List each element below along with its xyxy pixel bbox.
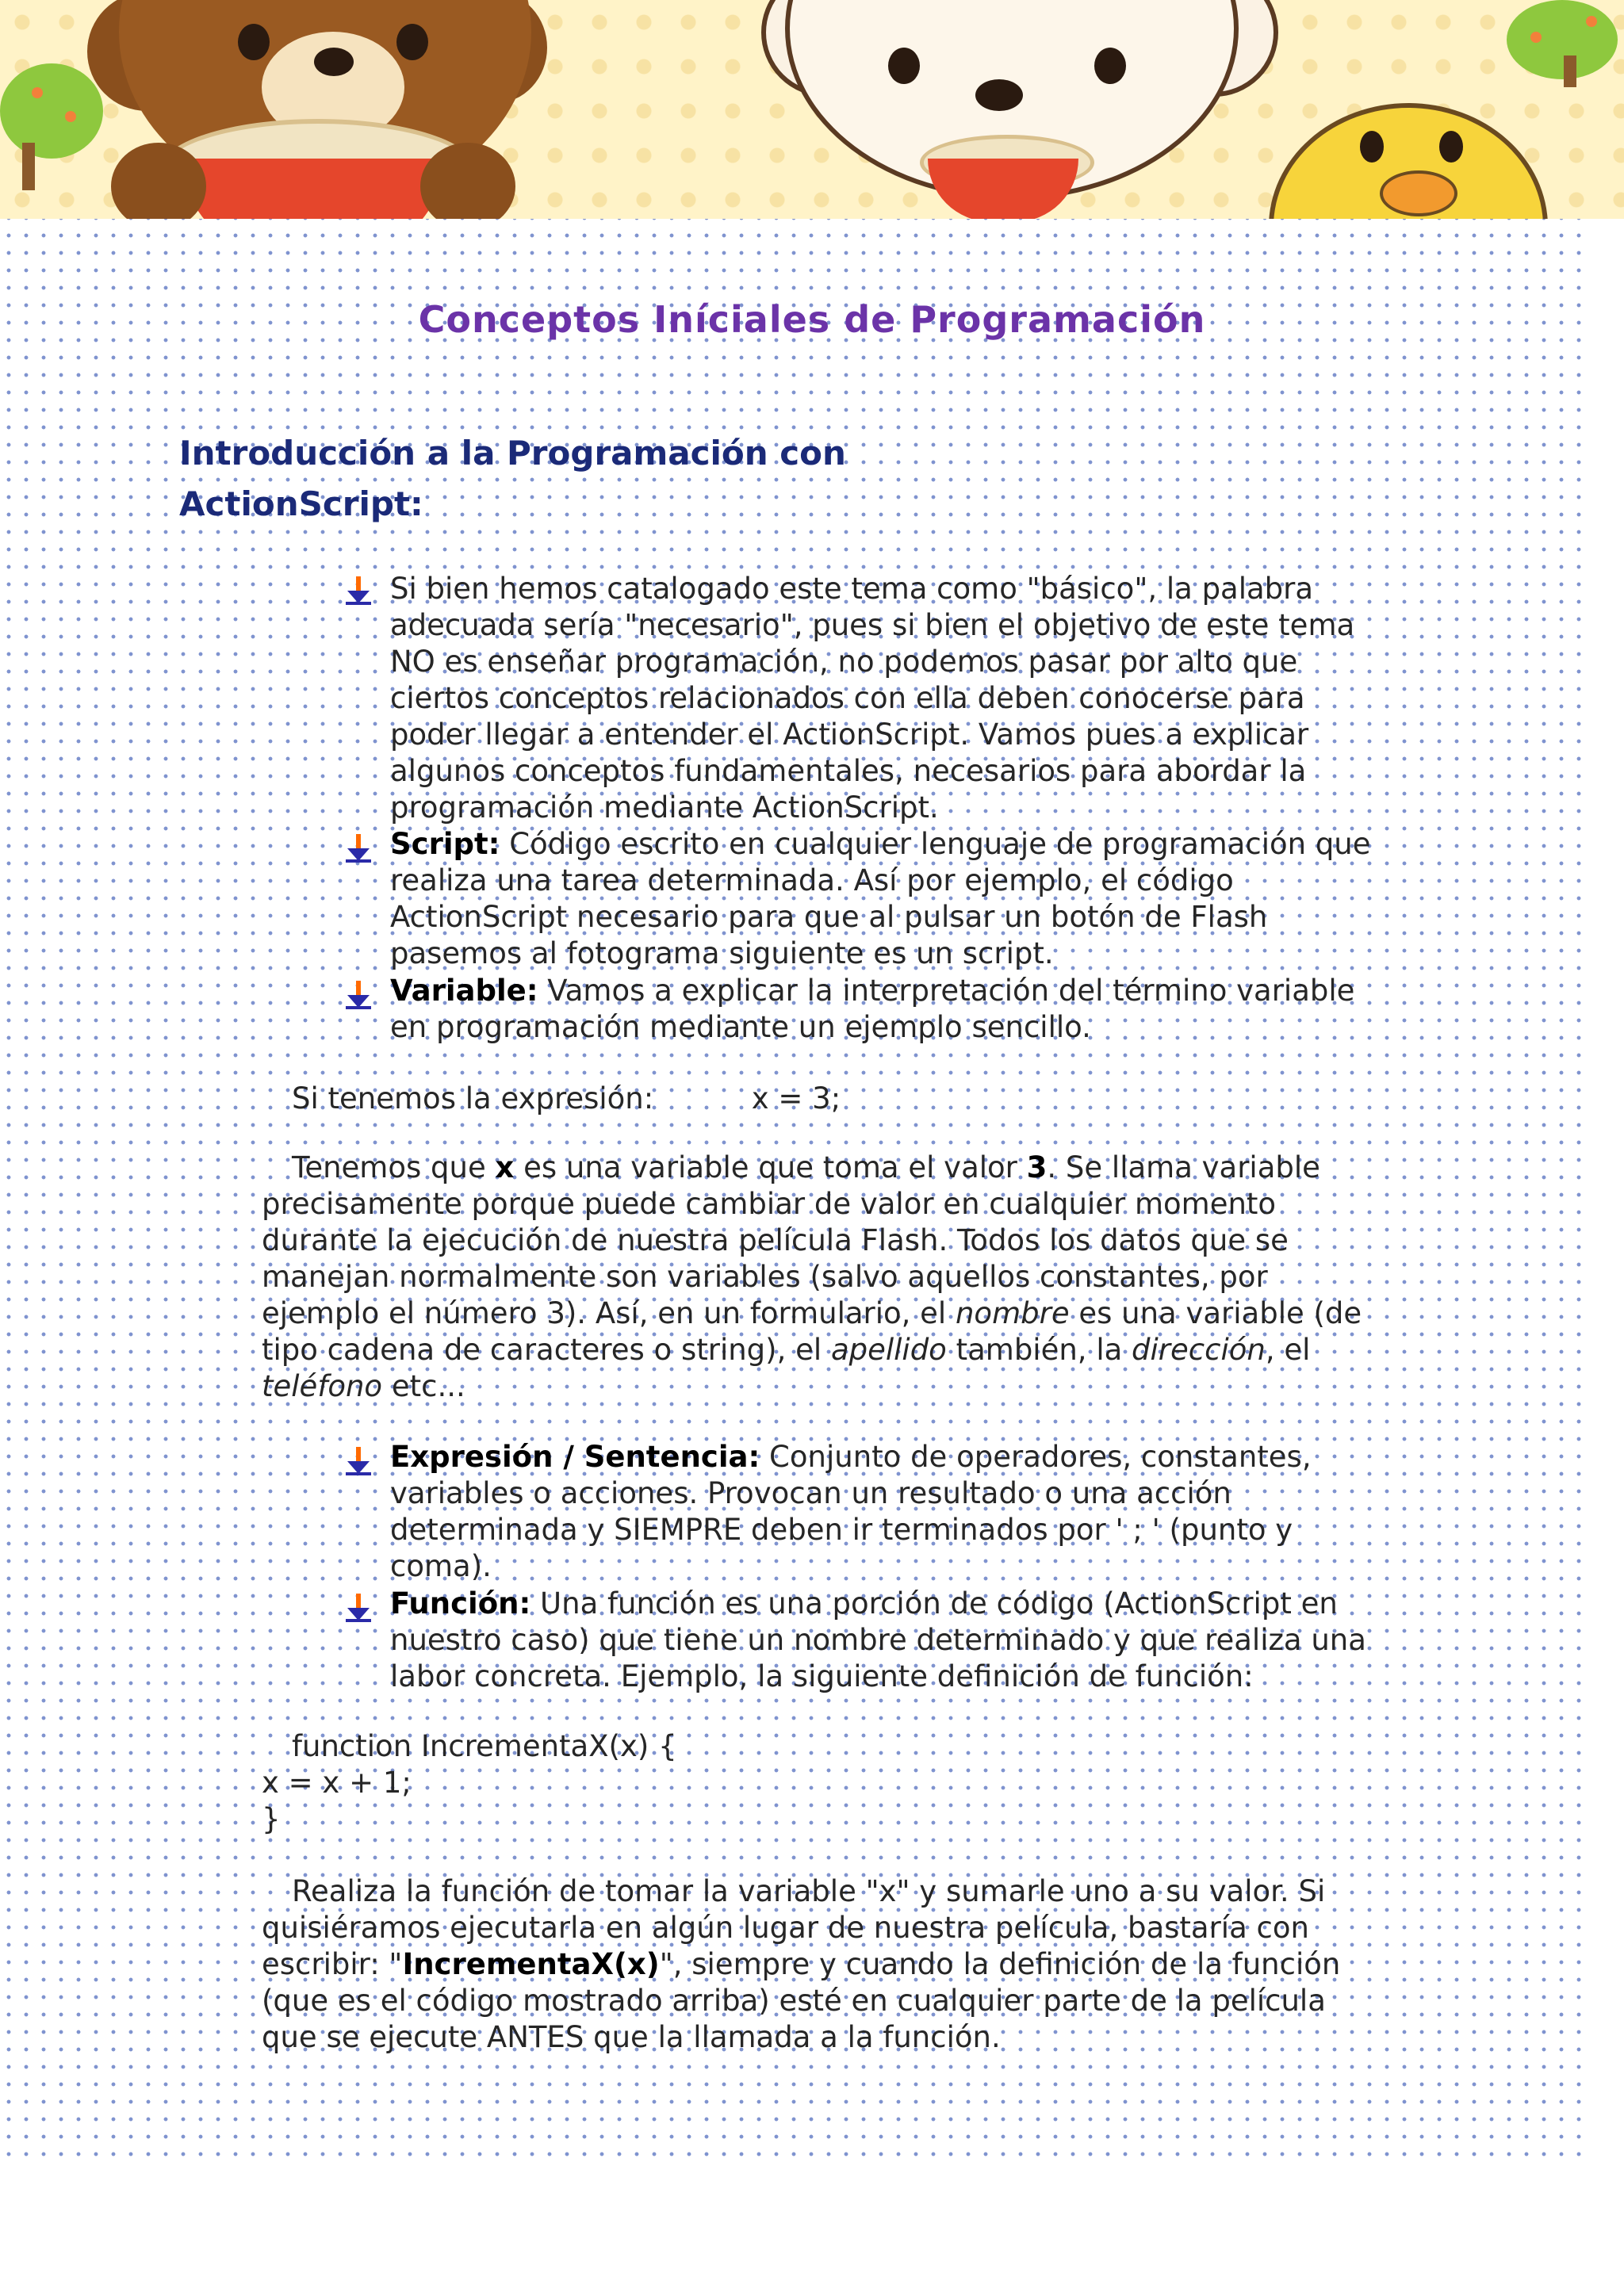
term-script: Script:: [390, 827, 500, 861]
chick-eye-icon: [1360, 131, 1384, 163]
text-span: Tenemos que: [292, 1150, 496, 1184]
expression-code: x = 3;: [751, 1081, 841, 1115]
code-line: x = x + 1;: [262, 1766, 412, 1800]
tree-left-trunk: [22, 143, 35, 190]
text-line: NO es enseñar programación, no podemos pasar por alto que: [390, 645, 1298, 679]
header-banner-illustration: [0, 0, 1624, 219]
tree-right-trunk: [1564, 55, 1576, 87]
text-span: también, la: [946, 1333, 1132, 1367]
bullet-intro: [390, 571, 1421, 826]
text-span: ", siempre y cuando la definición de la función: [659, 1947, 1341, 1981]
final-paragraph: [262, 1873, 1388, 2056]
term-variable: Variable:: [390, 974, 538, 1008]
text-line: en programación mediante un ejemplo sencillo.: [390, 1010, 1091, 1044]
arrow-down-bullet-icon: [343, 1445, 374, 1477]
definition-text: Conjunto de operadores, constantes,: [760, 1440, 1312, 1474]
section-heading: [179, 428, 893, 530]
italic-telefono: teléfono: [262, 1369, 383, 1403]
text-line: [262, 1946, 1388, 1983]
white-bear-nose-icon: [975, 79, 1023, 111]
text-line: [390, 973, 1437, 1009]
text-span: es una variable que toma el valor: [514, 1150, 1027, 1184]
italic-direccion: dirección: [1132, 1333, 1266, 1367]
red-bowl-icon: [182, 159, 444, 219]
fruit-icon: [1530, 32, 1542, 43]
section-heading-line: ActionScript:: [179, 484, 423, 523]
text-line: [390, 826, 1437, 863]
definition-text: Vamos a explicar la interpretación del término variable: [538, 974, 1355, 1008]
text-line: variables o acciones. Provocan un resultado o una acción: [390, 1476, 1231, 1510]
term-expresion: Expresión / Sentencia:: [390, 1440, 760, 1474]
arrow-down-bullet-icon: [343, 1592, 374, 1624]
text-line: coma).: [390, 1549, 492, 1583]
bold-x: x: [495, 1150, 515, 1184]
text-line: [390, 1586, 1437, 1622]
text-span: tipo cadena de caracteres o string), el: [262, 1333, 831, 1367]
bold-3: 3: [1026, 1150, 1048, 1184]
arrow-down-bullet-icon: [343, 979, 374, 1011]
arrow-down-bullet-icon: [343, 832, 374, 864]
text-line: ActionScript necesario para que al pulsar un botón de Flash: [390, 900, 1268, 934]
page-title: Conceptos Iníciales de Programación: [418, 298, 1206, 341]
text-line: [262, 1295, 1388, 1332]
code-example: [262, 1728, 975, 1838]
definition-text: Código escrito en cualquier lenguaje de programación que: [500, 827, 1371, 861]
bullet-expresion: [390, 1439, 1421, 1585]
bullet-variable: [390, 973, 1437, 1046]
text-line: adecuada sería "necesario", pues si bien el objetivo de este tema: [390, 608, 1355, 642]
text-line: (que es el código mostrado arriba) esté en cualquier parte de la película: [262, 1984, 1326, 2018]
bear-eye-icon: [396, 24, 428, 60]
definition-text: Una función es una porción de código (ActionScript en: [530, 1586, 1338, 1621]
text-line: [262, 1150, 1388, 1186]
expression-label: Si tenemos la expresión:: [292, 1081, 654, 1115]
text-line: labor concreta. Ejemplo, la siguiente definición de función:: [390, 1659, 1254, 1693]
text-line: programación mediante ActionScript.: [390, 790, 939, 825]
chick-beak-icon: [1380, 170, 1457, 216]
text-span: es una variable (de: [1069, 1296, 1362, 1330]
text-line: [390, 1439, 1421, 1475]
white-bear-eye-icon: [888, 48, 920, 84]
text-line: durante la ejecución de nuestra película Flash. Todos los datos que se: [262, 1223, 1289, 1257]
text-line: realiza una tarea determinada. Así por ejemplo, el código: [390, 863, 1234, 897]
fruit-icon: [1586, 16, 1597, 27]
variable-paragraph: [262, 1150, 1388, 1405]
tree-right-icon: [1507, 0, 1618, 79]
chick-eye-icon: [1439, 131, 1463, 163]
text-span: . Se llama variable: [1047, 1150, 1320, 1184]
text-line: manejan normalmente son variables (salvo aquellos constantes, por: [262, 1260, 1268, 1294]
text-line: [262, 1332, 1388, 1368]
text-line: Realiza la función de tomar la variable "x" y sumarle uno a su valor. Si: [292, 1874, 1326, 1908]
text-line: poder llegar a entender el ActionScript. Vamos pues a explicar: [390, 718, 1309, 752]
text-line: que se ejecute ANTES que la llamada a la función.: [262, 2020, 1001, 2054]
text-span: etc...: [382, 1369, 465, 1403]
code-line: function IncrementaX(x) {: [292, 1729, 677, 1763]
bear-nose-icon: [314, 48, 354, 76]
text-span: , el: [1265, 1333, 1311, 1367]
italic-nombre: nombre: [955, 1296, 1070, 1330]
section-heading-line: Introducción a la Programación con: [179, 434, 846, 473]
text-span: ejemplo el número 3). Así, en un formulario, el: [262, 1296, 956, 1330]
term-funcion: Función:: [390, 1586, 531, 1621]
text-span: escribir: ": [262, 1947, 403, 1981]
fruit-icon: [65, 111, 76, 122]
fruit-icon: [32, 87, 43, 98]
text-line: quisiéramos ejecutarla en algún lugar de nuestra película, bastaría con: [262, 1911, 1309, 1945]
bear-eye-icon: [238, 24, 270, 60]
text-line: Si bien hemos catalogado este tema como "básico", la palabra: [390, 572, 1314, 606]
code-line: }: [262, 1802, 281, 1836]
tree-left-icon: [0, 63, 103, 159]
text-line: pasemos al fotograma siguiente es un script.: [390, 936, 1054, 970]
text-line: nuestro caso) que tiene un nombre determinado y que realiza una: [390, 1623, 1366, 1657]
bullet-script: [390, 826, 1437, 972]
text-line: [262, 1368, 1388, 1405]
text-line: precisamente porque puede cambiar de valor en cualquier momento: [262, 1187, 1277, 1221]
bullet-funcion: [390, 1586, 1437, 1695]
italic-apellido: apellido: [830, 1333, 947, 1367]
text-line: algunos conceptos fundamentales, necesarios para abordar la: [390, 754, 1307, 788]
arrow-down-bullet-icon: [343, 575, 374, 607]
expression-line: [292, 1081, 1005, 1117]
bold-function-call: IncrementaX(x): [402, 1947, 660, 1981]
white-bear-eye-icon: [1094, 48, 1126, 84]
text-line: ciertos conceptos relacionados con ella deben conocerse para: [390, 681, 1305, 715]
text-line: determinada y SIEMPRE deben ir terminados por ' ; ' (punto y: [390, 1513, 1293, 1547]
